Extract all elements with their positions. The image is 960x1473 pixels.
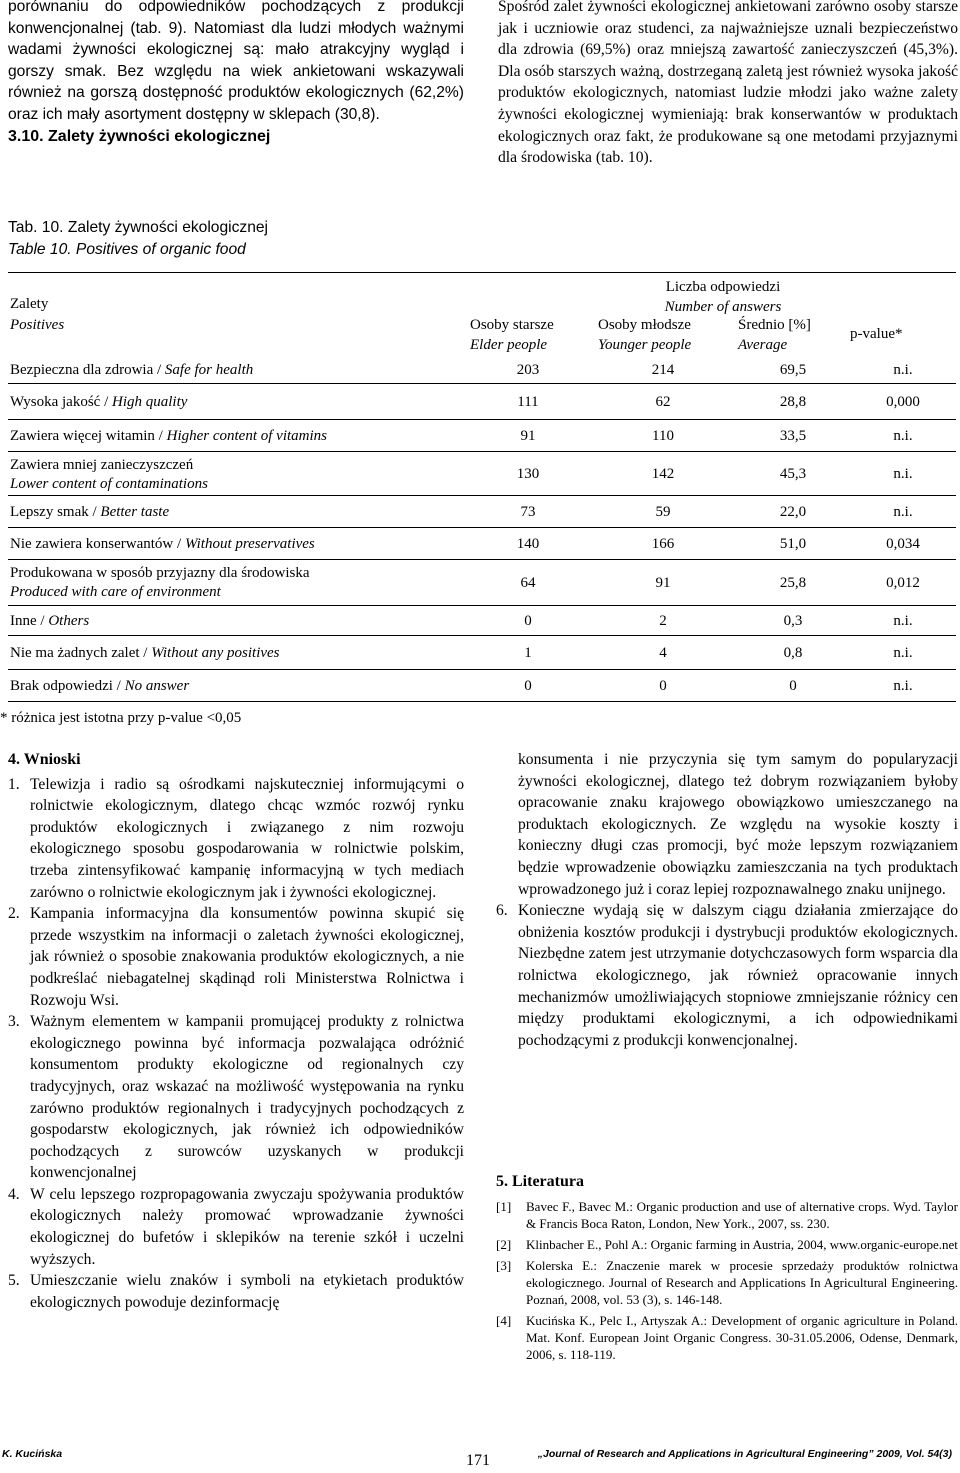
header-younger	[598, 315, 728, 355]
cell-pvalue: 0,012	[886, 575, 920, 591]
reference-number: [3]	[496, 1258, 512, 1273]
table-row	[8, 528, 956, 560]
row-label-pl: Zawiera mniej zanieczyszczeń	[10, 457, 194, 473]
references-heading: 5. Literatura	[496, 1173, 584, 1190]
row-label-en: Without any positives	[151, 645, 280, 661]
conclusion-number: 2.	[8, 905, 20, 923]
cell-elder: 64	[520, 575, 536, 591]
cell-pvalue: n.i.	[893, 613, 913, 629]
cell-average: 45,3	[779, 466, 807, 482]
conclusion-text: Umieszczanie wielu znaków i symboli na etykietach produktów ekologicznych powoduje dezinformację	[30, 1272, 464, 1311]
cell-elder: 140	[516, 536, 540, 552]
reference-item	[496, 1312, 958, 1363]
cell-pvalue: n.i.	[893, 645, 913, 661]
cell-pvalue: n.i.	[893, 466, 913, 482]
cell-younger: 166	[651, 536, 675, 552]
row-label-en: Higher content of vitamins	[166, 428, 328, 444]
cell-elder: 111	[517, 394, 539, 410]
header-average-pl: Średnio [%]	[738, 317, 811, 333]
cell-younger: 59	[655, 504, 671, 520]
row-label	[10, 427, 327, 446]
reference-number: [1]	[496, 1199, 512, 1214]
table-caption-en: Table 10. Positives of organic food	[8, 241, 246, 258]
reference-text: Kucińska K., Pelc I., Artyszak A.: Development of organic agriculture in Poland. Mat. Konf. European Joint Organic Congress. 30-31.05.2006, Odense, Denmark, 2006, s. 118-119.	[526, 1313, 958, 1362]
cell-younger: 2	[659, 613, 667, 629]
cell-elder: 0	[524, 678, 532, 694]
row-label	[10, 612, 89, 631]
row-label	[10, 503, 169, 522]
cell-younger: 62	[655, 394, 671, 410]
cell-elder: 91	[520, 428, 536, 444]
cell-younger: 214	[651, 362, 675, 378]
cell-pvalue: n.i.	[893, 678, 913, 694]
references-section	[496, 1173, 958, 1367]
cell-elder: 203	[516, 362, 540, 378]
reference-item	[496, 1236, 958, 1253]
cell-younger: 142	[651, 466, 675, 482]
cell-elder: 130	[516, 466, 540, 482]
cell-average: 69,5	[779, 362, 807, 378]
footer-author: K. Kucińska	[2, 1448, 63, 1460]
table-row	[8, 636, 956, 670]
table-caption	[8, 217, 268, 261]
header-answers-group	[598, 277, 848, 317]
conclusion-item	[8, 1011, 464, 1184]
table-footnote: * różnica jest istotna przy p-value <0,05	[0, 710, 242, 726]
row-label	[10, 677, 189, 696]
reference-item	[496, 1257, 958, 1308]
row-label-pl: Nie zawiera konserwantów /	[10, 536, 185, 552]
header-elder	[470, 315, 586, 355]
conclusion-number: 3.	[8, 1013, 20, 1031]
page-number: 171	[466, 1452, 490, 1469]
header-group-en: Number of answers	[664, 299, 782, 315]
cell-pvalue: n.i.	[893, 504, 913, 520]
header-younger-pl: Osoby młodsze	[598, 317, 691, 333]
row-label	[10, 361, 253, 380]
table-row	[8, 384, 956, 420]
row-label-en: Lower content of contaminations	[10, 476, 208, 492]
row-label-pl: Brak odpowiedzi /	[10, 678, 125, 694]
cell-average: 22,0	[779, 504, 807, 520]
header-positives-en: Positives	[10, 317, 65, 333]
intro-paragraph	[8, 0, 464, 147]
conclusion-item	[8, 774, 464, 904]
table-caption-pl: Tab. 10. Zalety żywności ekologicznej	[8, 219, 269, 236]
table-row	[8, 606, 956, 636]
conclusion-number: 1.	[8, 775, 20, 793]
table-rule	[8, 701, 956, 702]
reference-text: Klinbacher E., Pohl A.: Organic farming in Austria, 2004, www.organic-europe.net	[526, 1237, 958, 1252]
references-list	[496, 1198, 958, 1363]
cell-average: 51,0	[779, 536, 807, 552]
table-rule	[8, 272, 956, 273]
conclusion-number: 4.	[8, 1185, 20, 1203]
row-label-pl: Zawiera więcej witamin /	[10, 428, 167, 444]
row-label-en: Without preservatives	[184, 536, 315, 552]
table-row	[8, 670, 956, 702]
cell-pvalue: n.i.	[893, 428, 913, 444]
cell-elder: 1	[524, 645, 532, 661]
reference-item	[496, 1198, 958, 1232]
advantages-paragraph	[498, 0, 958, 169]
conclusions-list	[8, 774, 464, 1314]
header-average	[738, 315, 848, 355]
cell-average: 0	[789, 678, 797, 694]
table-header	[8, 272, 956, 356]
row-label-pl: Bezpieczna dla zdrowia /	[10, 362, 165, 378]
cell-average: 33,5	[779, 428, 807, 444]
row-label-en: Safe for health	[164, 362, 254, 378]
conclusion-5-continued: konsumenta i nie przyczynia się tym samym do popularyzacji żywności ekologicznej, dlatego też dobrym rozwiązaniem byłoby opracowanie znaku krajowego obowiązkowo umieszczanego na produktach ekologicznych. Ze względu na wysokie koszty i konieczny długi czas promocji, być może lepszym rozwiązaniem będzie wprowadzenie obowiązku zamieszczania na tych produktach wprowadzonego już i coraz lepiej rozpoznawalnego znaku unijnego.	[518, 751, 958, 898]
cell-younger: 110	[652, 428, 674, 444]
row-label-pl: Nie ma żadnych zalet /	[10, 645, 152, 661]
cell-elder: 73	[520, 504, 536, 520]
row-label-en: High quality	[112, 394, 188, 410]
row-label	[10, 393, 187, 412]
row-label	[10, 644, 280, 663]
header-col-positives	[10, 294, 64, 336]
header-positives-pl: Zalety	[10, 296, 49, 312]
table-body	[8, 356, 956, 702]
table-row	[8, 560, 956, 606]
row-label-en: Others	[48, 613, 90, 629]
conclusion-text: W celu lepszego rozpropagowania zwyczaju spożywania produktów ekologicznych należy promować wprowadzanie żywności ekologicznej do bufetów i sklepików na terenie szkół i uczelni wyższych.	[30, 1185, 464, 1268]
reference-number: [2]	[496, 1237, 512, 1252]
conclusions-left	[8, 749, 464, 1313]
cell-average: 25,8	[779, 575, 807, 591]
row-label	[10, 535, 315, 554]
section-heading-3-10: 3.10. Zalety żywności ekologicznej	[8, 127, 271, 145]
table-row	[8, 496, 956, 528]
conclusion-item	[8, 903, 464, 1011]
row-label-en: Produced with care of environment	[10, 584, 221, 600]
conclusion-6-text: Konieczne wydają się w dalszym ciągu działania zmierzające do obniżenia kosztów produkcji i dystrybucji produktów ekologicznych. Niezbędne zatem jest utrzymanie dotychczasowych form wsparcia dla rolnictwa ekologicznego, jak również opracowanie innych mechanizmów umożliwiających stopniowe zmniejszanie różnicy cen między produktami ekologicznymi, a ich odpowiednikami pochodzącymi z produkcji konwencjonalnej.	[518, 902, 958, 1049]
reference-number: [4]	[496, 1313, 512, 1328]
reference-text: Bavec F., Bavec M.: Organic production and use of alternative crops. Wyd. Taylor & Francis Boca Raton, London, New York., 2007, ss. 230.	[526, 1199, 958, 1231]
cell-average: 0,8	[783, 645, 803, 661]
advantages-text: Spośród zalet żywności ekologicznej ankietowani zarówno osoby starsze jak i uczniowie oraz studenci, za najważniejsze uznali bezpieczeństwo dla zdrowia (69,5%) oraz mniejszą zawartość zanieczyszczeń (45,3%). Dla osób starszych ważną, dostrzeganą zaletą jest również wysoka jakość produktów ekologicznych, natomiast ludzie młodzi jako ważne zalety żywności ekologicznej wymieniają: brak konserwantów w produktach ekologicznych oraz fakt, że produkowane są one metodami przyjaznymi dla środowiska (tab. 10).	[498, 0, 958, 167]
cell-average: 0,3	[783, 613, 803, 629]
conclusion-text: Telewizja i radio są ośrodkami najskuteczniej informującymi o rolnictwie ekologicznym, dlatego chcąc wzmóc rozwój rynku produktów ekologicznych i związanego z nim rozwoju ekologicznego sposobu gospodarowania w rolnictwie polskim, trzeba zintensyfikować kampanię informacyjną w tych mediach zarówno o rolnictwie ekologicznym jak i żywności ekologicznej.	[30, 775, 464, 901]
row-label-pl: Inne /	[10, 613, 49, 629]
header-group-pl: Liczba odpowiedzi	[665, 279, 781, 295]
row-label	[10, 456, 208, 494]
conclusion-text: Ważnym elementem w kampanii promującej produkty z rolnictwa ekologicznego powinna być informacja pozwalająca odróżnić konsumentom produkty ekologiczne od regionalnych czy tradycyjnych, oraz wskazać na możliwość występowania na rynku zarówno produktów regionalnych i tradycyjnych pochodzących z gospodarstw ekologicznych, jak również ich odpowiedników pochodzących z surowców uzyskanych w produkcji konwencjonalnej	[30, 1013, 464, 1182]
intro-text: porównaniu do odpowiedników pochodzących z produkcji konwencjonalnej (tab. 9). Natomiast dla ludzi młodych ważnymi wadami żywności ekologicznej są: mało atrakcyjny wygląd i gorszy smak. Bez względu na wiek ankietowani wskazywali również na gorszą dostępność produktów ekologicznych (62,2%) oraz ich mały asortyment dostępny w sklepach (30,8).	[8, 0, 464, 123]
cell-younger: 91	[655, 575, 671, 591]
header-pvalue: p-value*	[850, 326, 903, 342]
header-elder-en: Elder people	[470, 337, 548, 353]
row-label-pl: Produkowana w sposób przyjazny dla środowiska	[10, 565, 310, 581]
row-label-pl: Lepszy smak /	[10, 504, 101, 520]
cell-younger: 0	[659, 678, 667, 694]
cell-average: 28,8	[779, 394, 807, 410]
header-younger-en: Younger people	[598, 337, 692, 353]
cell-pvalue: 0,000	[886, 394, 920, 410]
conclusion-item	[8, 1270, 464, 1313]
row-label-en: Better taste	[100, 504, 170, 520]
cell-pvalue: 0,034	[886, 536, 920, 552]
cell-younger: 4	[659, 645, 667, 661]
row-label-pl: Wysoka jakość /	[10, 394, 112, 410]
row-label	[10, 564, 310, 602]
conclusion-text: Kampania informacyjna dla konsumentów powinna skupić się przede wszystkim na informacji o zaletach żywności ekologicznej, jak również o sposobie znakowania produktów ekologicznych, a nie podkreślać niebagatelnej skądinąd roli Ministerstwa Rolnictwa i Rozwoju Wsi.	[30, 905, 464, 1009]
table-row	[8, 420, 956, 452]
conclusion-number: 5.	[8, 1272, 20, 1290]
conclusions-heading: 4. Wnioski	[8, 751, 81, 768]
header-average-en: Average	[738, 337, 788, 353]
conclusions-right	[496, 749, 958, 1051]
row-label-en: No answer	[124, 678, 190, 694]
conclusion-6	[496, 900, 958, 1051]
reference-text: Kolerska E.: Znaczenie marek w procesie sprzedaży produktów rolnictwa ekologicznego. Journal of Research and Applications In Agricultural Engineering. Poznań, 2008, vol. 53 (3), s. 146-148.	[526, 1258, 958, 1307]
conclusion-item	[8, 1184, 464, 1270]
conclusion-6-number: 6.	[496, 902, 508, 920]
footer-journal: „Journal of Research and Applications in Agricultural Engineering” 2009, Vol. 54(3)	[537, 1448, 952, 1460]
header-elder-pl: Osoby starsze	[470, 317, 554, 333]
cell-pvalue: n.i.	[893, 362, 913, 378]
cell-elder: 0	[524, 613, 532, 629]
table-row	[8, 356, 956, 384]
table-row	[8, 452, 956, 496]
positives-table	[0, 272, 956, 726]
